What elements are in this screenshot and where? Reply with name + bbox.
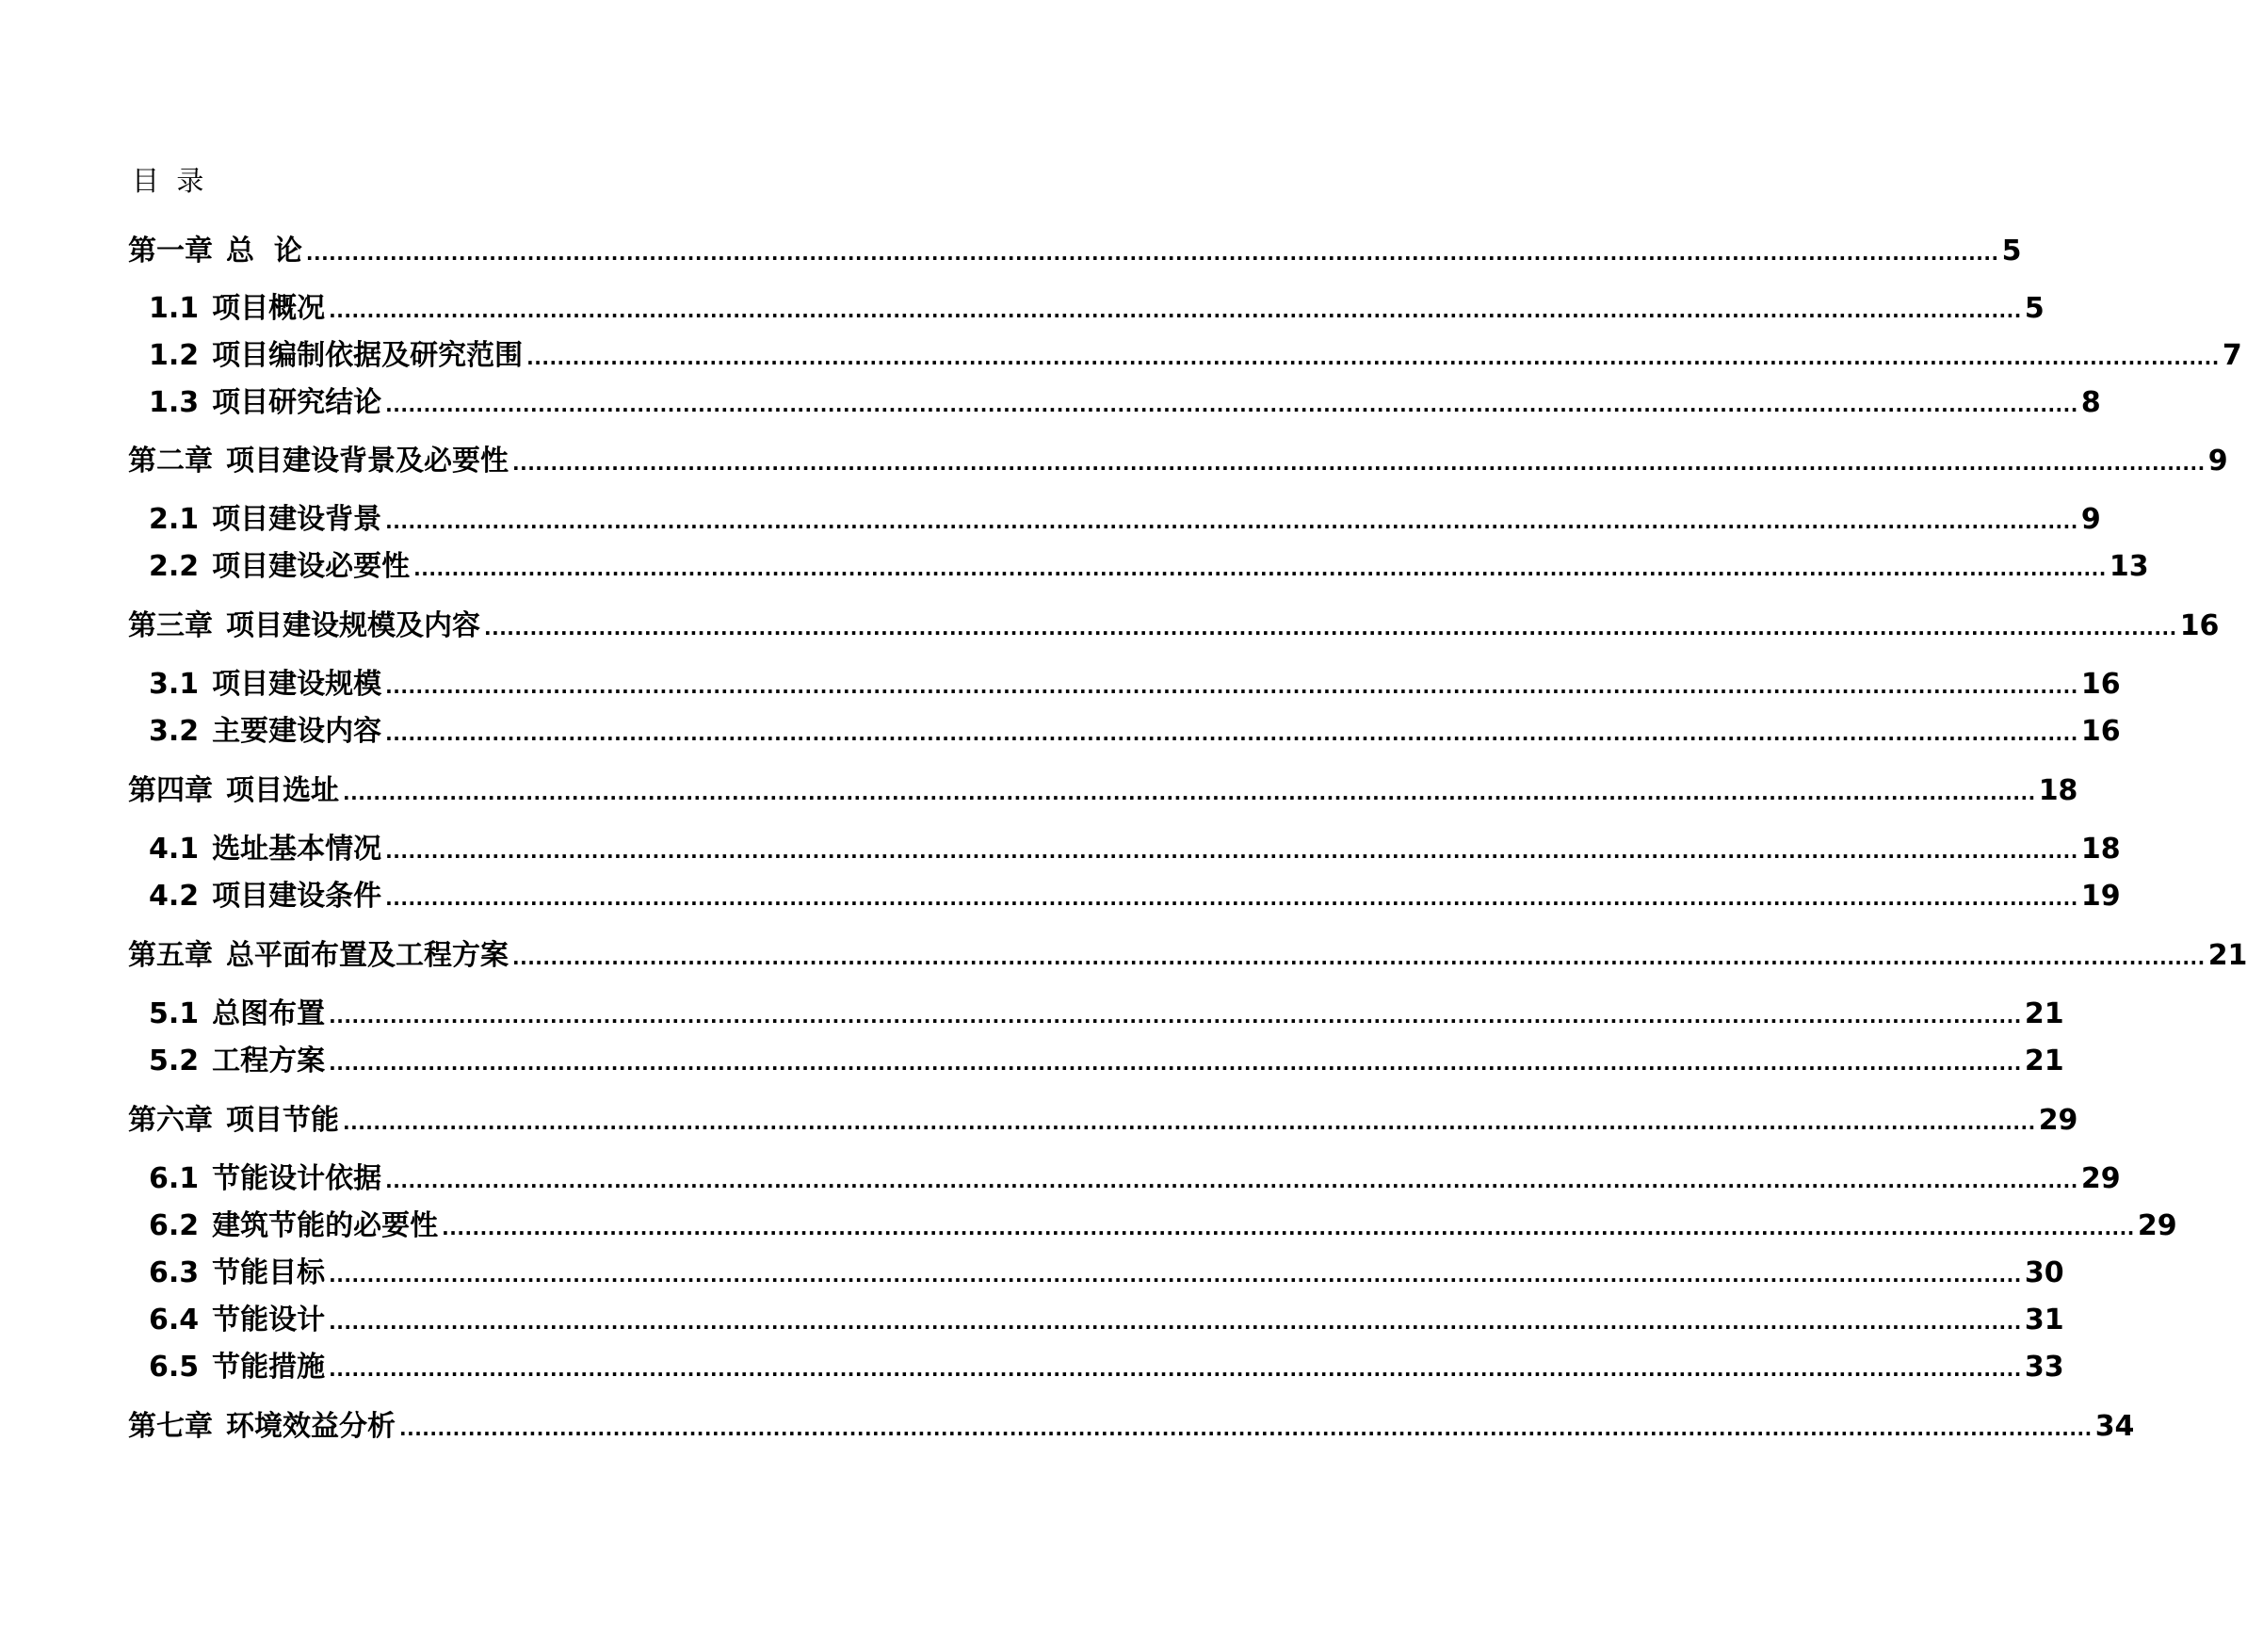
toc-entry-page: 30 bbox=[2024, 1256, 2064, 1289]
toc-entry-title: 总 论 bbox=[226, 235, 302, 267]
toc-dot-leader: .............................................................................................................................................................................................................................. bbox=[526, 347, 2220, 369]
toc-entry-title: 项目编制依据及研究范围 bbox=[212, 339, 524, 372]
toc-entry-title: 节能目标 bbox=[212, 1256, 326, 1289]
toc-entry-number: 6.5 bbox=[149, 1351, 200, 1384]
toc-entry-section-4-1[interactable] bbox=[149, 829, 2121, 870]
toc-entry-title: 主要建设内容 bbox=[212, 715, 382, 748]
toc-dot-leader: .............................................................................................................................................................................................................................. bbox=[329, 1264, 2022, 1287]
toc-entry-chapter-5[interactable] bbox=[128, 935, 2247, 977]
toc-dot-leader: .............................................................................................................................................................................................................................. bbox=[399, 1417, 2093, 1440]
toc-dot-leader: .............................................................................................................................................................................................................................. bbox=[305, 242, 1999, 265]
toc-dot-leader: .............................................................................................................................................................................................................................. bbox=[385, 887, 2078, 910]
toc-entry-number: 2.2 bbox=[149, 550, 200, 583]
toc-entry-title: 环境效益分析 bbox=[226, 1410, 396, 1443]
toc-entry-title: 节能设计依据 bbox=[212, 1162, 382, 1195]
toc-entry-number: 3.1 bbox=[149, 668, 200, 701]
toc-entry-section-5-1[interactable] bbox=[149, 994, 2064, 1035]
toc-entry-title: 建筑节能的必要性 bbox=[212, 1209, 439, 1242]
toc-entry-number: 3.2 bbox=[149, 715, 200, 748]
toc-entry-page: 33 bbox=[2024, 1351, 2064, 1384]
toc-entry-section-4-2[interactable] bbox=[149, 876, 2121, 917]
toc-entry-page: 34 bbox=[2094, 1410, 2135, 1443]
toc-dot-leader: .............................................................................................................................................................................................................................. bbox=[329, 1311, 2022, 1334]
toc-entry-title: 项目节能 bbox=[226, 1104, 339, 1137]
toc-entry-page: 9 bbox=[2080, 503, 2101, 536]
toc-entry-page: 16 bbox=[2080, 668, 2121, 701]
toc-entry-title: 项目概况 bbox=[212, 292, 326, 325]
toc-entry-page: 21 bbox=[2207, 939, 2247, 972]
toc-entry-section-6-2[interactable] bbox=[149, 1206, 2177, 1247]
toc-entry-chapter-3[interactable] bbox=[128, 606, 2220, 647]
toc-dot-leader: .............................................................................................................................................................................................................................. bbox=[385, 1170, 2078, 1192]
toc-entry-page: 16 bbox=[2080, 715, 2121, 748]
toc-entry-number: 1.2 bbox=[149, 339, 200, 372]
toc-entry-page: 29 bbox=[2080, 1162, 2121, 1195]
toc-entry-section-5-2[interactable] bbox=[149, 1041, 2064, 1082]
toc-entry-number: 6.1 bbox=[149, 1162, 200, 1195]
toc-entry-section-1-2[interactable] bbox=[149, 335, 2242, 377]
toc-entry-title: 项目建设规模 bbox=[212, 668, 382, 701]
toc-dot-leader: .............................................................................................................................................................................................................................. bbox=[329, 300, 2022, 322]
toc-entry-section-6-5[interactable] bbox=[149, 1347, 2064, 1388]
toc-dot-leader: .............................................................................................................................................................................................................................. bbox=[385, 394, 2078, 416]
toc-entry-page: 21 bbox=[2024, 1045, 2064, 1077]
toc-entry-number: 第五章 bbox=[128, 939, 213, 972]
toc-entry-number: 第六章 bbox=[128, 1104, 213, 1137]
toc-entry-number: 第七章 bbox=[128, 1410, 213, 1443]
toc-dot-leader: .............................................................................................................................................................................................................................. bbox=[512, 452, 2206, 475]
toc-dot-leader: .............................................................................................................................................................................................................................. bbox=[385, 510, 2078, 533]
toc-entry-title: 项目选址 bbox=[226, 774, 339, 807]
toc-entry-chapter-7[interactable] bbox=[128, 1406, 2135, 1448]
toc-entry-number: 2.1 bbox=[149, 503, 200, 536]
toc-entry-section-1-1[interactable] bbox=[149, 288, 2045, 330]
toc-entry-chapter-4[interactable] bbox=[128, 770, 2078, 812]
toc-entry-section-6-4[interactable] bbox=[149, 1300, 2064, 1341]
toc-entry-title: 工程方案 bbox=[212, 1045, 326, 1077]
toc-entry-page: 18 bbox=[2038, 774, 2078, 807]
toc-dot-leader: .............................................................................................................................................................................................................................. bbox=[484, 617, 2177, 640]
toc-entry-number: 第三章 bbox=[128, 609, 213, 642]
toc-dot-leader: .............................................................................................................................................................................................................................. bbox=[385, 675, 2078, 698]
toc-entry-chapter-6[interactable] bbox=[128, 1100, 2078, 1142]
toc-entry-page: 9 bbox=[2207, 445, 2228, 478]
toc-entry-page: 16 bbox=[2179, 609, 2220, 642]
toc-entry-page: 19 bbox=[2080, 880, 2121, 913]
toc-entry-number: 5.2 bbox=[149, 1045, 200, 1077]
toc-entry-page: 21 bbox=[2024, 997, 2064, 1030]
toc-entry-number: 4.1 bbox=[149, 833, 200, 866]
toc-dot-leader: .............................................................................................................................................................................................................................. bbox=[329, 1052, 2022, 1075]
toc-entry-page: 13 bbox=[2109, 550, 2149, 583]
toc-entry-page: 7 bbox=[2222, 339, 2242, 372]
toc-entry-number: 6.4 bbox=[149, 1304, 200, 1336]
toc-entry-title: 项目建设必要性 bbox=[212, 550, 411, 583]
toc-entry-number: 4.2 bbox=[149, 880, 200, 913]
toc-entry-title: 选址基本情况 bbox=[212, 833, 382, 866]
toc-entry-title: 项目建设条件 bbox=[212, 880, 382, 913]
toc-entry-title: 项目建设背景及必要性 bbox=[226, 445, 509, 478]
toc-dot-leader: .............................................................................................................................................................................................................................. bbox=[512, 947, 2206, 969]
toc-entry-number: 第四章 bbox=[128, 774, 213, 807]
toc-dot-leader: .............................................................................................................................................................................................................................. bbox=[442, 1217, 2135, 1239]
toc-entry-number: 第一章 bbox=[128, 235, 213, 267]
toc-entry-title: 项目建设背景 bbox=[212, 503, 382, 536]
toc-heading: 目 录 bbox=[132, 165, 204, 197]
toc-entry-section-2-2[interactable] bbox=[149, 546, 2149, 588]
toc-entry-title: 节能设计 bbox=[212, 1304, 326, 1336]
toc-entry-chapter-1[interactable] bbox=[128, 231, 2022, 272]
toc-entry-number: 第二章 bbox=[128, 445, 213, 478]
toc-dot-leader: .............................................................................................................................................................................................................................. bbox=[385, 840, 2078, 863]
toc-entry-title: 总图布置 bbox=[212, 997, 326, 1030]
toc-entry-section-3-2[interactable] bbox=[149, 711, 2121, 753]
toc-dot-leader: .............................................................................................................................................................................................................................. bbox=[413, 558, 2107, 580]
toc-entry-page: 8 bbox=[2080, 386, 2101, 419]
toc-dot-leader: .............................................................................................................................................................................................................................. bbox=[343, 1111, 2036, 1134]
toc-entry-section-6-3[interactable] bbox=[149, 1253, 2064, 1294]
toc-entry-section-1-3[interactable] bbox=[149, 382, 2101, 424]
toc-dot-leader: .............................................................................................................................................................................................................................. bbox=[385, 722, 2078, 745]
toc-entry-title: 项目建设规模及内容 bbox=[226, 609, 480, 642]
toc-entry-page: 5 bbox=[2024, 292, 2045, 325]
toc-entry-number: 6.2 bbox=[149, 1209, 200, 1242]
toc-entry-chapter-2[interactable] bbox=[128, 441, 2228, 482]
toc-entry-title: 项目研究结论 bbox=[212, 386, 382, 419]
toc-entry-title: 总平面布置及工程方案 bbox=[226, 939, 509, 972]
toc-entry-number: 1.3 bbox=[149, 386, 200, 419]
toc-entry-section-6-1[interactable] bbox=[149, 1158, 2121, 1200]
toc-entry-section-2-1[interactable] bbox=[149, 499, 2101, 541]
toc-entry-number: 6.3 bbox=[149, 1256, 200, 1289]
toc-dot-leader: .............................................................................................................................................................................................................................. bbox=[329, 1358, 2022, 1381]
toc-entry-page: 5 bbox=[2001, 235, 2022, 267]
toc-dot-leader: .............................................................................................................................................................................................................................. bbox=[329, 1005, 2022, 1028]
toc-entry-section-3-1[interactable] bbox=[149, 664, 2121, 705]
toc-entry-title: 节能措施 bbox=[212, 1351, 326, 1384]
toc-entry-page: 31 bbox=[2024, 1304, 2064, 1336]
toc-entry-number: 1.1 bbox=[149, 292, 200, 325]
toc-entry-page: 29 bbox=[2137, 1209, 2177, 1242]
toc-entry-number: 5.1 bbox=[149, 997, 200, 1030]
toc-entry-page: 18 bbox=[2080, 833, 2121, 866]
toc-dot-leader: .............................................................................................................................................................................................................................. bbox=[343, 782, 2036, 804]
toc-entry-page: 29 bbox=[2038, 1104, 2078, 1137]
